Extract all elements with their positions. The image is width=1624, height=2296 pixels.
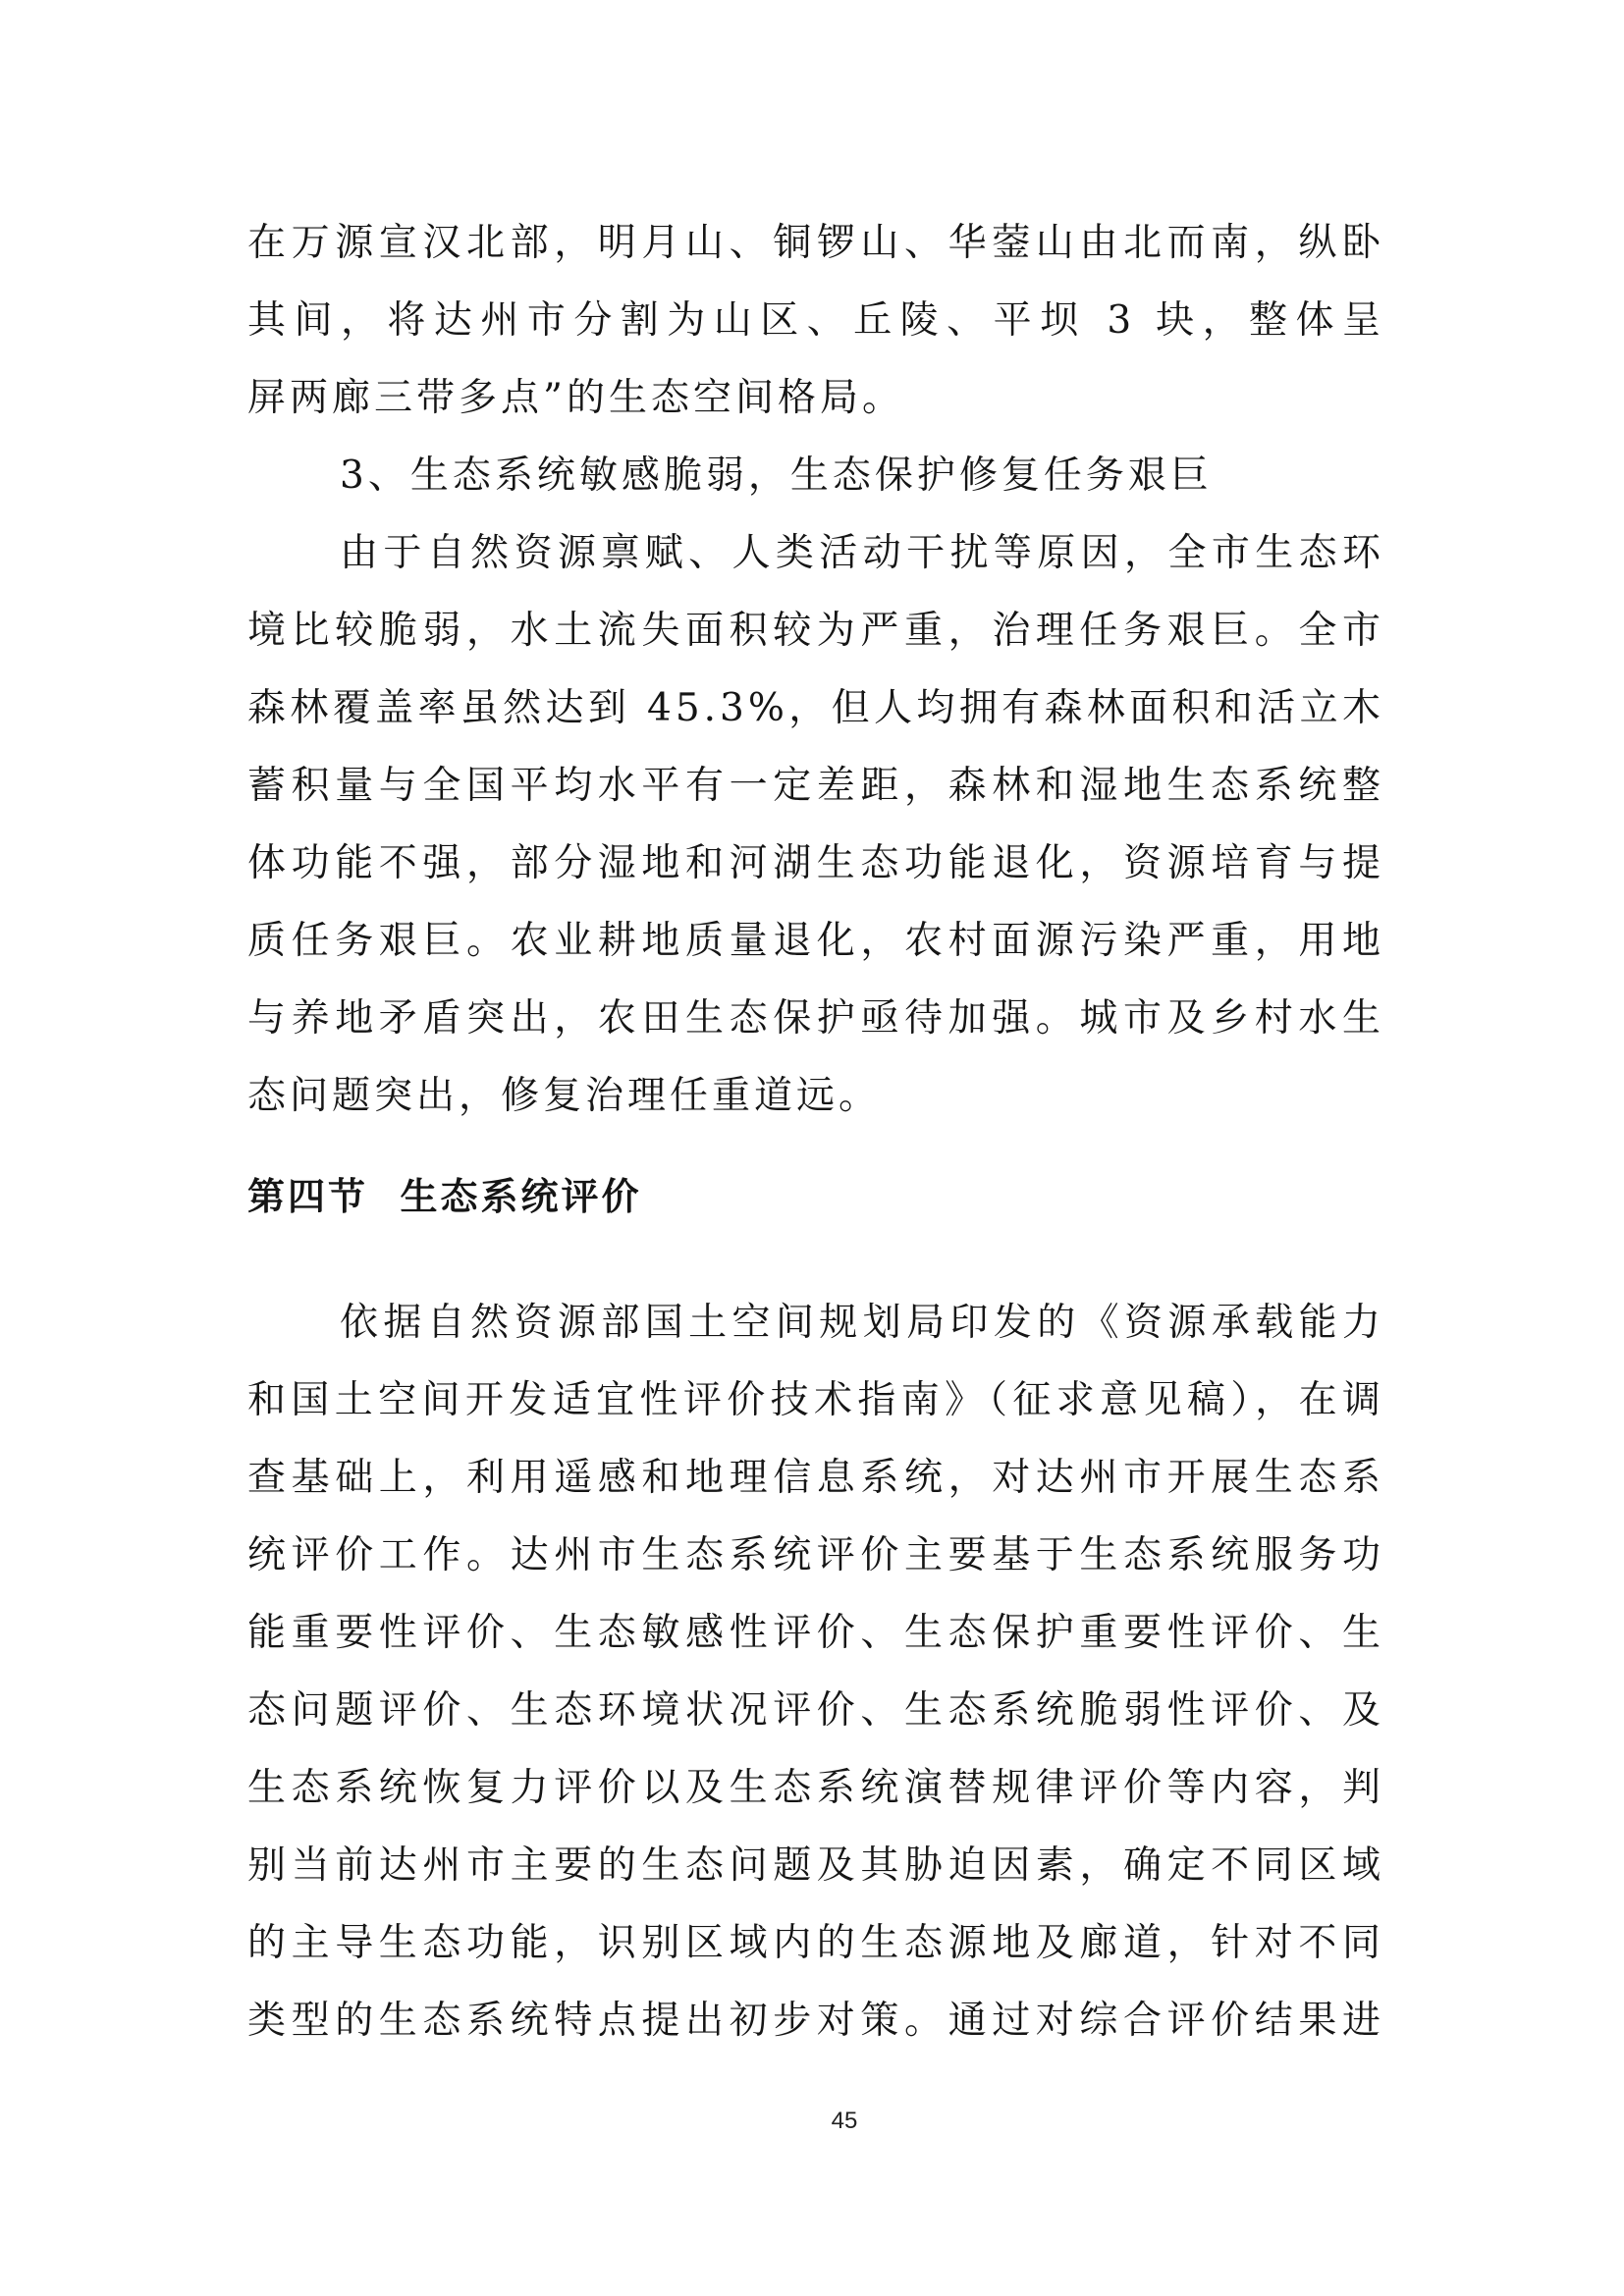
text-line: 态问题突出，修复治理任重道远。 [247, 1074, 882, 1118]
text-line: 与养地矛盾突出，农田生态保护亟待加强。城市及乡村水生 [247, 996, 1384, 1041]
subheading-ecosystem-fragility [247, 437, 1384, 514]
paragraph-continued [247, 204, 1384, 437]
text-line: 质任务艰巨。农业耕地质量退化，农村面源污染严重，用地 [247, 919, 1384, 963]
text-line: 别当前达州市主要的生态问题及其胁迫因素，确定不同区域 [247, 1843, 1384, 1888]
text-line: 在万源宣汉北部，明月山、铜锣山、华蓥山由北而南，纵卧 [247, 221, 1384, 265]
subheading-text: 3、生态系统敏感脆弱，生态保护修复任务艰巨 [340, 454, 1213, 498]
paragraph-ecosystem-fragility [247, 514, 1384, 1135]
text-line: 由于自然资源禀赋、人类活动干扰等原因，全市生态环 [340, 531, 1384, 575]
text-line: 屏两廊三带多点”的生态空间格局。 [247, 376, 904, 420]
text-line: 类型的生态系统特点提出初步对策。通过对综合评价结果进 [247, 1999, 1384, 2043]
text-line: 查基础上，利用遥感和地理信息系统，对达州市开展生态系 [247, 1456, 1384, 1500]
text-line: 森林覆盖率虽然达到 45.3%，但人均拥有森林面积和活立木 [247, 686, 1384, 730]
text-line: 生态系统恢复力评价以及生态系统演替规律评价等内容，判 [247, 1766, 1384, 1810]
paragraph-ecosystem-evaluation [247, 1284, 1384, 2059]
text-line: 的主导生态功能，识别区域内的生态源地及廊道，针对不同 [247, 1921, 1384, 1965]
text-line: 态问题评价、生态环境状况评价、生态系统脆弱性评价、及 [247, 1688, 1384, 1733]
text-line: 统评价工作。达州市生态系统评价主要基于生态系统服务功 [247, 1533, 1384, 1577]
text-line: 和国土空间开发适宜性评价技术指南》（征求意见稿），在调 [247, 1378, 1384, 1422]
section-heading [247, 1157, 1384, 1235]
text-line: 其间，将达州市分割为山区、丘陵、平坝 3 块，整体呈 [247, 298, 1384, 343]
page-number: 45 [831, 2108, 858, 2134]
text-line: 能重要性评价、生态敏感性评价、生态保护重要性评价、生 [247, 1611, 1384, 1655]
section-heading-text: 第四节 生态系统评价 [247, 1174, 642, 1218]
text-line: 依据自然资源部国土空间规划局印发的《资源承载能力 [340, 1301, 1384, 1345]
text-line: 蓄积量与全国平均水平有一定差距，森林和湿地生态系统整 [247, 764, 1384, 808]
text-line: 体功能不强，部分湿地和河湖生态功能退化，资源培育与提 [247, 841, 1384, 885]
text-line: 境比较脆弱，水土流失面积较为严重，治理任务艰巨。全市 [247, 609, 1384, 653]
